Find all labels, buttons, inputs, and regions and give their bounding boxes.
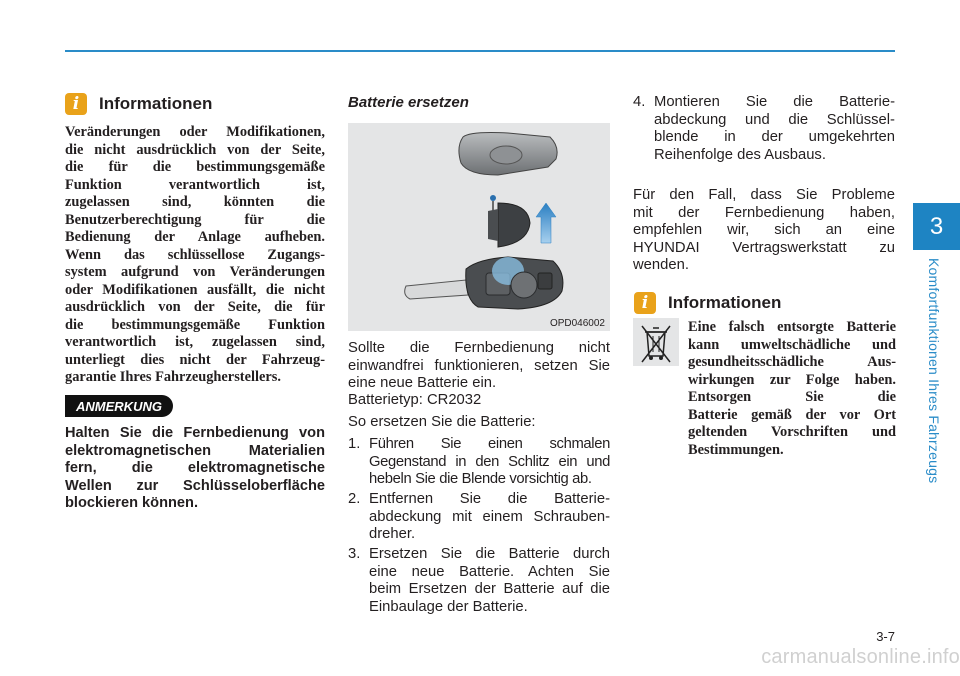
page-number: 3-7 [876, 629, 895, 644]
section-title: Batterie ersetzen [348, 94, 469, 111]
info-title: Informationen [668, 293, 782, 312]
info-title: Informationen [99, 94, 213, 113]
wee-disposal-icon [633, 318, 679, 366]
intro-text: Sollte die Fernbedienung nicht einwandfrei funktionieren, setzen Sie eine neue Batterie ein. [348, 340, 610, 391]
howto-text: So ersetzen Sie die Batterie: [348, 414, 536, 430]
step-3: 3. Ersetzen Sie die Batterie durch eine neue Batterie. Achten Sie beim Ersetzen der Batterie auf die Einbaulage der Batterie. [348, 546, 610, 615]
chapter-title: Komfortfunktionen Ihres Fahrzeugs [926, 258, 942, 484]
info-text-2: Eine falsch entsorgte Batterie kann umweltschädliche und gesundheitsschädliche Aus- wirkungen zur Folge haben. Entsorgen Sie die Batterie gemäß der vor Ort geltenden Vorschriften und Bestimmungen. [688, 319, 896, 458]
problem-text: Für den Fall, dass Sie Probleme mit der Fernbedienung haben, empfehlen wir, sich an eine HYUNDAI Vertragswerkstatt zu wenden. [633, 187, 895, 273]
notice-text: Halten Sie die Fernbedienung von elektromagnetischen Materialien fern, die elektromagnetische Wellen zur Schlüsseloberfläche blockieren können. [65, 425, 325, 511]
notice-badge: ANMERKUNG [65, 395, 173, 417]
info-heading-2 [634, 292, 781, 314]
watermark: carmanualsonline.info [761, 646, 960, 668]
figure-code: OPD046002 [549, 318, 605, 329]
info-icon: i [65, 93, 87, 115]
step-2: 2. Entfernen Sie die Batterie- abdeckung mit einem Schrauben- dreher. [348, 491, 610, 542]
step-4: 4. Montieren Sie die Batterie- abdeckung und die Schlüssel- blende in der umgekehrten Reihenfolge des Ausbaus. [633, 94, 895, 163]
header-rule [65, 50, 895, 52]
smart-key-illustration [348, 123, 610, 331]
chapter-number-tab: 3 [913, 203, 960, 250]
info-heading-1 [65, 93, 212, 115]
step-1: 1. Führen Sie einen schmalen Gegenstand in den Schlitz ein und hebeln Sie die Blende vorsichtig ab. [348, 436, 610, 487]
info-icon: i [634, 292, 656, 314]
key-battery-figure [348, 123, 610, 331]
battery-type: Batterietyp: CR2032 [348, 392, 482, 408]
info-text-1: Veränderungen oder Modifikationen, die nicht ausdrücklich von der Seite, die für die bestimmungsgemäße Funktion verantwortlich ist, zugelassen sind, könnten die Benutzerberechtigung für die Bedienung der Anlage aufheben. Wenn das schlüssellose Zugangs- system aufgrund von Veränderungen oder Modifikationen ausfällt, die nicht ausdrücklich von der Seite, die für die bestimmungsgemäße Funktion verantwortlich ist, zugelassen sind, unterliegt dies nicht der Fahrzeug- garantie Ihres Fahrzeugherstellers. [65, 124, 325, 385]
